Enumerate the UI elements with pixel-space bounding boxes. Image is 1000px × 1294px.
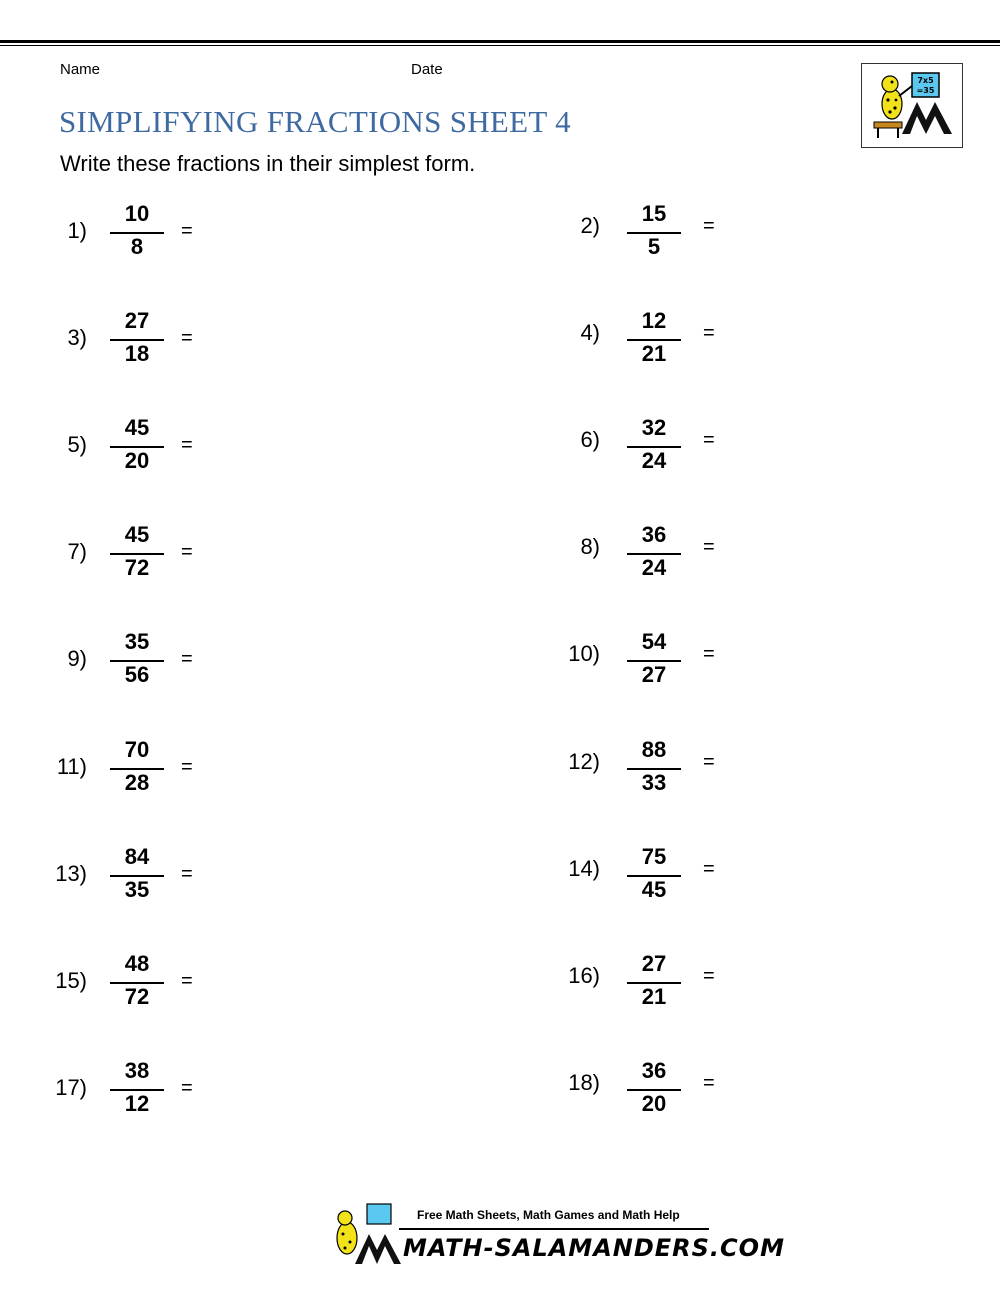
problem-number: 6) [580, 427, 600, 452]
board-text-1: 7x5 [917, 76, 934, 85]
numerator: 45 [124, 522, 150, 547]
equals-sign: = [181, 970, 193, 992]
problem-15 [47, 949, 347, 1029]
denominator: 20 [641, 1091, 667, 1116]
footer-tagline: Free Math Sheets, Math Games and Math Help [417, 1208, 680, 1222]
problem-number: 12) [568, 749, 600, 774]
denominator: 18 [124, 341, 150, 366]
problem-number: 9) [67, 646, 87, 671]
equals-sign: = [181, 1077, 193, 1099]
math-salamanders-logo [861, 63, 963, 148]
problem-number: 1) [67, 218, 87, 243]
denominator: 56 [124, 662, 150, 687]
problem-number: 8) [580, 534, 600, 559]
equals-sign: = [181, 863, 193, 885]
problem-number: 2) [580, 213, 600, 238]
numerator: 15 [641, 201, 667, 226]
numerator: 36 [641, 522, 667, 547]
problem-2 [560, 199, 860, 279]
numerator: 48 [124, 951, 150, 976]
top-rule [0, 40, 1000, 43]
denominator: 35 [124, 877, 150, 902]
equals-sign: = [181, 220, 193, 242]
denominator: 8 [130, 234, 144, 259]
denominator: 33 [641, 770, 667, 795]
footer-salamander-icon [325, 1200, 405, 1270]
problem-number: 10) [568, 641, 600, 666]
footer [325, 1200, 785, 1270]
equals-sign: = [703, 322, 715, 344]
problem-3 [47, 306, 347, 386]
problem-number: 3) [67, 325, 87, 350]
page-title: SIMPLIFYING FRACTIONS SHEET 4 [59, 104, 571, 139]
denominator: 72 [124, 984, 150, 1009]
problem-number: 17) [55, 1075, 87, 1100]
date-label: Date [411, 61, 443, 78]
numerator: 45 [124, 415, 150, 440]
problem-number: 13) [55, 861, 87, 886]
problem-11 [47, 735, 347, 815]
problem-number: 15) [55, 968, 87, 993]
problem-16 [560, 949, 860, 1029]
problem-14 [560, 842, 860, 922]
problem-number: 14) [568, 856, 600, 881]
top-rule-thin [0, 45, 1000, 46]
equals-sign: = [703, 215, 715, 237]
equals-sign: = [181, 648, 193, 670]
problem-10 [560, 627, 860, 707]
numerator: 75 [641, 844, 667, 869]
denominator: 27 [641, 662, 667, 687]
problem-number: 4) [580, 320, 600, 345]
denominator: 72 [124, 555, 150, 580]
equals-sign: = [181, 434, 193, 456]
denominator: 12 [124, 1091, 150, 1116]
problem-9 [47, 627, 347, 707]
denominator: 24 [641, 448, 667, 473]
salamander-teacher-icon [862, 64, 962, 147]
numerator: 36 [641, 1058, 667, 1083]
numerator: 27 [641, 951, 667, 976]
equals-sign: = [703, 643, 715, 665]
denominator: 5 [647, 234, 661, 259]
equals-sign: = [181, 541, 193, 563]
problem-5 [47, 413, 347, 493]
problem-number: 5) [67, 432, 87, 457]
equals-sign: = [703, 429, 715, 451]
footer-brand: MATH-SALAMANDERS.COM [403, 1234, 785, 1262]
problem-number: 16) [568, 963, 600, 988]
numerator: 35 [124, 629, 150, 654]
denominator: 20 [124, 448, 150, 473]
equals-sign: = [703, 965, 715, 987]
numerator: 10 [124, 201, 150, 226]
problem-12 [560, 735, 860, 815]
denominator: 45 [641, 877, 667, 902]
numerator: 38 [124, 1058, 150, 1083]
numerator: 70 [124, 737, 150, 762]
numerator: 54 [641, 629, 667, 654]
denominator: 28 [124, 770, 150, 795]
problem-number: 11) [56, 754, 87, 779]
equals-sign: = [703, 536, 715, 558]
problem-13 [47, 842, 347, 922]
numerator: 32 [641, 415, 667, 440]
problem-number: 7) [67, 539, 87, 564]
problem-number: 18) [568, 1070, 600, 1095]
problem-8 [560, 520, 860, 600]
denominator: 24 [641, 555, 667, 580]
equals-sign: = [703, 858, 715, 880]
equals-sign: = [703, 1072, 715, 1094]
name-label: Name [60, 61, 101, 78]
problem-4 [560, 306, 860, 386]
denominator: 21 [641, 984, 667, 1009]
numerator: 88 [641, 737, 667, 762]
equals-sign: = [181, 756, 193, 778]
problem-6 [560, 413, 860, 493]
problem-18 [560, 1056, 860, 1136]
problem-17 [47, 1056, 347, 1136]
numerator: 84 [124, 844, 150, 869]
footer-rule [399, 1228, 709, 1230]
numerator: 27 [124, 308, 150, 333]
denominator: 21 [641, 341, 667, 366]
board-text-2: =35 [916, 86, 935, 95]
problem-7 [47, 520, 347, 600]
problem-1 [47, 199, 347, 279]
equals-sign: = [181, 327, 193, 349]
numerator: 12 [641, 308, 667, 333]
instructions: Write these fractions in their simplest form. [60, 151, 476, 176]
equals-sign: = [703, 751, 715, 773]
